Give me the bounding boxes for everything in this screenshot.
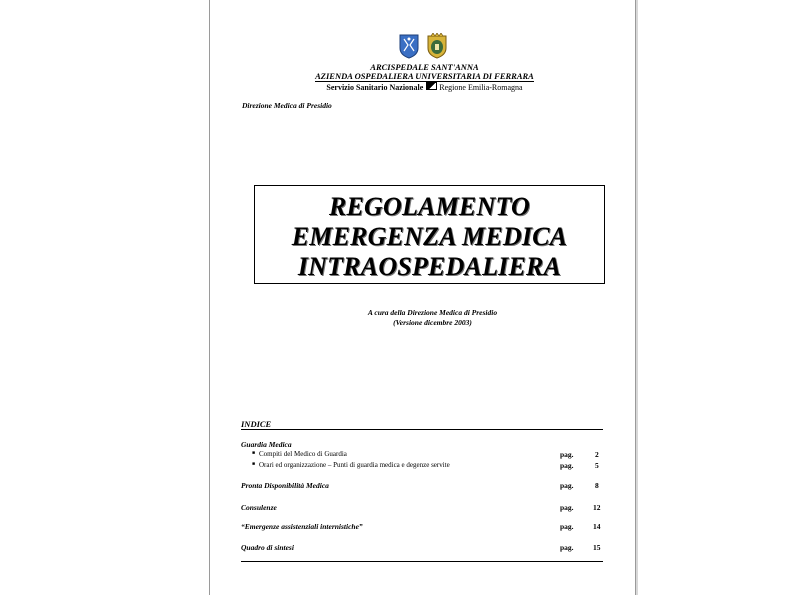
bullet-icon: ■ [252,462,256,467]
toc-section-pronta-disponibilita[interactable]: Pronta Disponibilità Medica [241,481,329,490]
region-flag-icon [426,82,437,90]
direzione-label: Direzione Medica di Presidio [242,101,332,110]
toc-page-number: 14 [593,522,601,531]
toc-pag-label: pag. [560,522,574,531]
toc-section-emergenze[interactable]: “Emergenze assistenziali internistiche” [241,522,363,531]
toc-page-number: 5 [595,461,599,470]
ssn-label: Servizio Sanitario Nazionale [326,83,424,92]
azienda-name [212,71,637,81]
toc-pag-label: pag. [560,543,574,552]
hospital-crest-icon [398,33,420,59]
toc-page-number: 2 [595,450,599,459]
toc-pag-label: pag. [560,481,574,490]
toc-page-number: 15 [593,543,601,552]
city-shield-icon [426,33,448,59]
toc-item-orari[interactable]: Orari ed organizzazione – Punti di guardia medica e degenze servite [259,461,450,469]
subtitle-version: (Versione dicembre 2003) [393,318,472,327]
toc-pag-label: pag. [560,461,574,470]
title-box [254,185,605,284]
azienda-name-text: AZIENDA OSPEDALIERA UNIVERSITARIA DI FERRARA [315,71,534,81]
region-line [212,82,637,92]
toc-page-number: 8 [595,481,599,490]
hospital-name: ARCISPEDALE SANT'ANNA [370,62,479,72]
toc-page-number: 12 [593,503,601,512]
toc-pag-label: pag. [560,503,574,512]
bottom-divider [241,561,603,562]
toc-section-consulenze[interactable]: Consulenze [241,503,277,512]
index-heading: INDICE [241,419,272,429]
toc-section-quadro-sintesi[interactable]: Quadro di sintesi [241,543,294,552]
toc-section-guardia-medica[interactable]: Guardia Medica [241,440,292,449]
index-heading-row [241,419,603,430]
title-line-3: INTRAOSPEDALIERA [297,252,562,281]
bullet-icon: ■ [252,451,256,456]
toc-pag-label: pag. [560,450,574,459]
title-line-2: EMERGENZA MEDICA [291,222,568,251]
document-page [209,0,636,595]
title-line-1: REGOLAMENTO [328,192,531,221]
toc-item-compiti[interactable]: Compiti del Medico di Guardia [259,450,347,458]
header-logos [398,33,458,61]
subtitle-author: A cura della Direzione Medica di Presidio [367,308,498,317]
region-label: Regione Emilia-Romagna [439,83,523,92]
